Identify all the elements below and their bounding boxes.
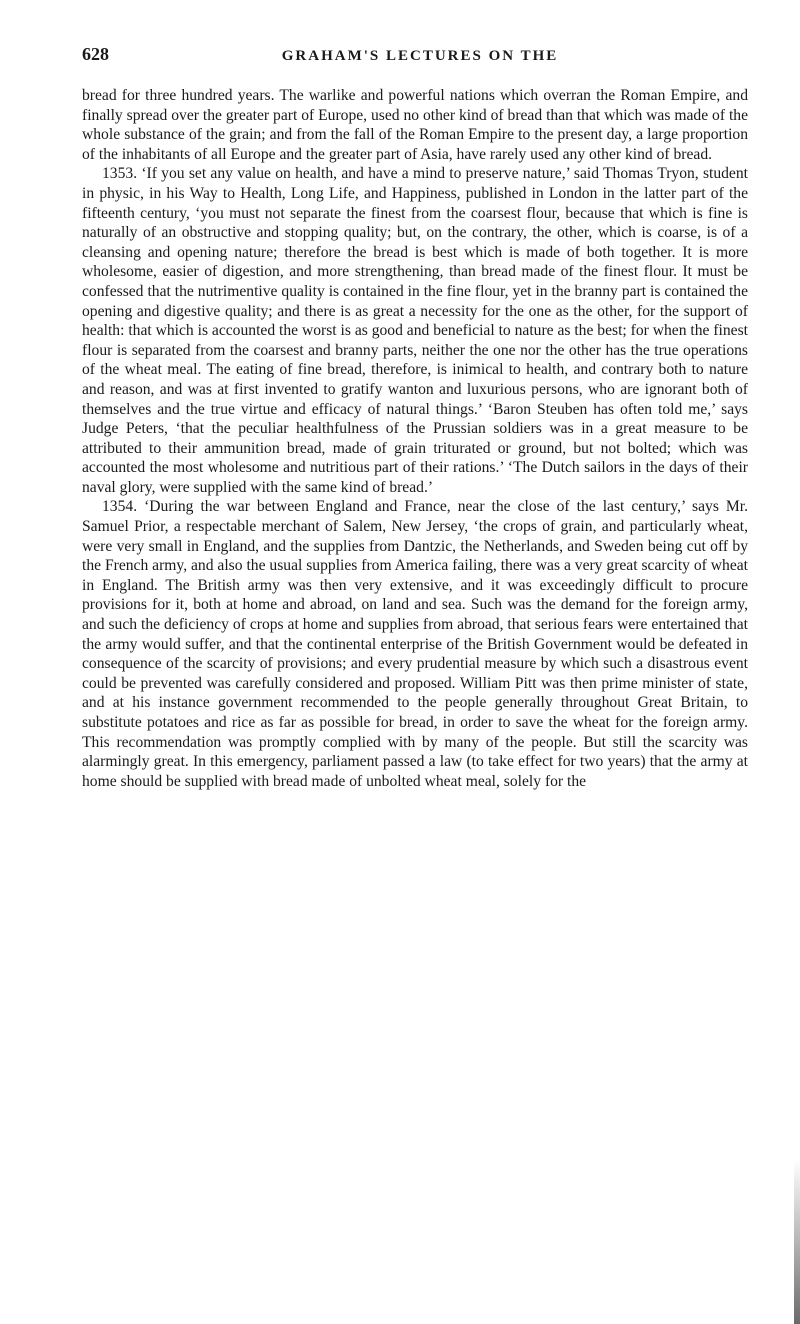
page-number: 628 bbox=[82, 44, 109, 64]
paragraph-1353: 1353. ‘If you set any value on health, and have a mind to preserve nature,’ said Thomas Tryon, student in physic, in his Way to Health, Long Life, and Happiness, published in London in the latter part of the fifteenth century, ‘you must not separate the finest from the coarsest flour, because that which is fine is naturally of an obstructive and stopping quality; but, on the contrary, the other, which is coarse, is of a cleansing and opening nature; therefore the bread is best which is made of both together. It is more wholesome, easier of digestion, and more strengthening, than bread made of the finest flour. It must be confessed that the nutrimentive quality is contained in the fine flour, yet in the branny part is contained the opening and digestive quality; and there is as great a necessity for the one as the other, for the support of health: that which is accounted the worst is as good and beneficial to nature as the best; for when the finest flour is separated from the coarsest and branny parts, neither the one nor the other has the true operations of the wheat meal. The eating of fine bread, therefore, is inimical to health, and contrary both to nature and reason, and was at first invented to gratify wanton and luxurious persons, who are ignorant both of themselves and the true virtue and efficacy of natural things.’ ‘Baron Steuben has often told me,’ says Judge Peters, ‘that the peculiar healthfulness of the Prussian soldiers was in a great measure to be attributed to their ammunition bread, made of grain triturated or ground, but not bolted; which was accounted the most wholesome and nutritious part of their rations.’ ‘The Dutch sailors in the days of their naval glory, were supplied with the same kind of bread.’ bbox=[82, 165, 749, 496]
paragraph-1354: 1354. ‘During the war between England and France, near the close of the last century,’ says Mr. Samuel Prior, a respectable merchant of Salem, New Jersey, ‘the crops of grain, and particularly wheat, were very small in England, and the supplies from Dantzic, the Netherlands, and Sweden being cut off by the French army, and also the usual supplies from America failing, there was a very great scarcity of wheat in England. The British army was then very extensive, and it was exceedingly difficult to procure provisions for it, both at home and abroad, on land and sea. Such was the demand for the foreign army, and such the deficiency of crops at home and supplies from abroad, that serious fears were entertained that the army would suffer, and that the continental enterprise of the British Government would be defeated in consequence of the scarcity of provisions; and every prudential measure by which such a disastrous event could be prevented was carefully considered and proposed. William Pitt was then prime minister of state, and at his instance government recommended to the people generally throughout Great Britain, to substitute potatoes and rice as far as possible for bread, in order to save the wheat for the foreign army. This recommendation was promptly complied with by many of the people. But still the scarcity was alarmingly great. In this emergency, parliament passed a law (to take effect for two years) that the army at home should be supplied with bread made of unbolted wheat meal, solely for the bbox=[82, 498, 748, 790]
page-body bbox=[82, 86, 748, 791]
running-head: GRAHAM'S LECTURES ON THE bbox=[281, 48, 559, 64]
paragraph-continued: bread for three hundred years. The warlike and powerful nations which overran the Roman Empire, and finally spread over the greater part of Europe, used no other kind of bread than that which was made of the whole substance of the grain; and from the fall of the Roman Empire to the present day, a large proportion of the inhabitants of all Europe and the greater part of Asia, have rarely used any other kind of bread. bbox=[82, 87, 748, 163]
page-edge-shadow bbox=[794, 1160, 800, 1324]
page-header bbox=[82, 44, 748, 64]
